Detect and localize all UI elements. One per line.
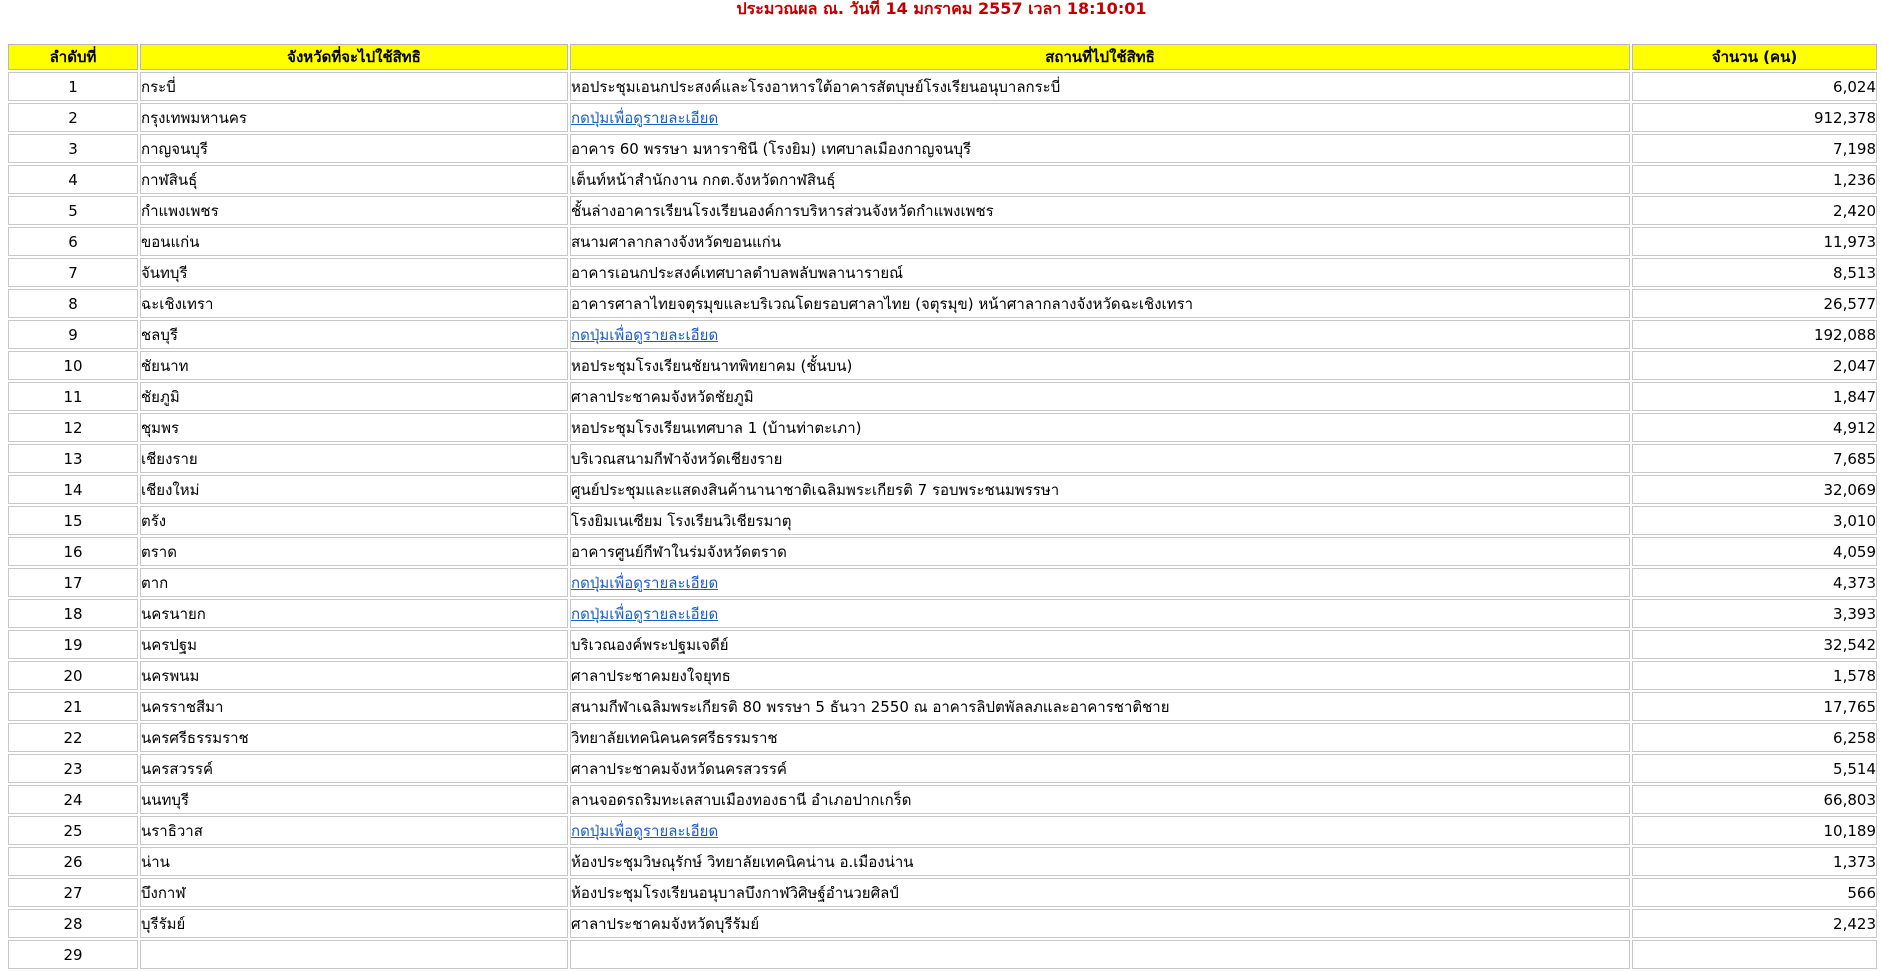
- row-order-no: 26: [8, 847, 138, 876]
- row-voting-place: หอประชุมโรงเรียนเทศบาล 1 (บ้านท่าตะเภา): [570, 413, 1630, 442]
- view-details-link[interactable]: กดปุ่มเพื่อดูรายละเอียด: [571, 573, 719, 592]
- row-voter-count: 5,514: [1632, 754, 1877, 783]
- row-province: [140, 940, 568, 969]
- results-table: [6, 42, 1879, 971]
- row-voter-count: 1,373: [1632, 847, 1877, 876]
- table-row: [8, 320, 1877, 349]
- table-row: [8, 692, 1877, 721]
- row-voting-place: ชั้นล่างอาคารเรียนโรงเรียนองค์การบริหารส่วนจังหวัดกำแพงเพชร: [570, 196, 1630, 225]
- table-row: [8, 537, 1877, 566]
- row-province: กาฬสินธุ์: [140, 165, 568, 194]
- row-province: นครปฐม: [140, 630, 568, 659]
- row-voting-place: ห้องประชุมโรงเรียนอนุบาลบึงกาฬวิศิษฐ์อำนวยศิลป์: [570, 878, 1630, 907]
- view-details-link[interactable]: กดปุ่มเพื่อดูรายละเอียด: [571, 821, 719, 840]
- row-voter-count: 1,847: [1632, 382, 1877, 411]
- table-row: [8, 630, 1877, 659]
- table-row: [8, 382, 1877, 411]
- table-row: [8, 351, 1877, 380]
- row-voter-count: 7,685: [1632, 444, 1877, 473]
- row-order-no: 13: [8, 444, 138, 473]
- row-voting-place: สนามกีฬาเฉลิมพระเกียรติ 80 พรรษา 5 ธันวา 2550 ณ อาคารลิปตพัลลภและอาคารชาติชาย: [570, 692, 1630, 721]
- row-voting-place: เต็นท์หน้าสำนักงาน กกต.จังหวัดกาฬสินธุ์: [570, 165, 1630, 194]
- row-voting-place: ศาลาประชาคมจังหวัดนครสวรรค์: [570, 754, 1630, 783]
- row-voter-count: 2,420: [1632, 196, 1877, 225]
- row-voting-place: โรงยิมเนเซียม โรงเรียนวิเชียรมาตุ: [570, 506, 1630, 535]
- row-province: กำแพงเพชร: [140, 196, 568, 225]
- row-province: ตาก: [140, 568, 568, 597]
- page-title: ประมวณผล ณ. วันที่ 14 มกราคม 2557 เวลา 18:10:01: [736, 0, 1147, 18]
- row-voter-count: 912,378: [1632, 103, 1877, 132]
- table-row: [8, 785, 1877, 814]
- table-row: [8, 413, 1877, 442]
- table-body: [8, 72, 1877, 969]
- row-voter-count: 566: [1632, 878, 1877, 907]
- table-row: [8, 568, 1877, 597]
- table-row: [8, 940, 1877, 969]
- row-province: ชุมพร: [140, 413, 568, 442]
- header-voting-place: สถานที่ไปใช้สิทธิ: [570, 44, 1630, 70]
- table-row: [8, 723, 1877, 752]
- row-order-no: 27: [8, 878, 138, 907]
- row-province: นครราชสีมา: [140, 692, 568, 721]
- table-row: [8, 227, 1877, 256]
- row-voter-count: 2,423: [1632, 909, 1877, 938]
- row-order-no: 3: [8, 134, 138, 163]
- row-voting-place: อาคารเอนกประสงค์เทศบาลตำบลพลับพลานารายณ์: [570, 258, 1630, 287]
- row-order-no: 18: [8, 599, 138, 628]
- table-row: [8, 816, 1877, 845]
- row-order-no: 21: [8, 692, 138, 721]
- table-row: [8, 196, 1877, 225]
- row-province: บุรีรัมย์: [140, 909, 568, 938]
- row-province: นครพนม: [140, 661, 568, 690]
- row-voting-place: ลานจอดรถริมทะเลสาบเมืองทองธานี อำเภอปากเกร็ด: [570, 785, 1630, 814]
- row-order-no: 25: [8, 816, 138, 845]
- table-row: [8, 909, 1877, 938]
- row-province: ตรัง: [140, 506, 568, 535]
- row-order-no: 29: [8, 940, 138, 969]
- row-voter-count: 6,024: [1632, 72, 1877, 101]
- table-row: [8, 599, 1877, 628]
- row-voter-count: 4,373: [1632, 568, 1877, 597]
- table-row: [8, 258, 1877, 287]
- row-voting-place: [570, 320, 1630, 349]
- row-voter-count: 66,803: [1632, 785, 1877, 814]
- table-row: [8, 103, 1877, 132]
- row-voting-place: ศาลาประชาคมยงใจยุทธ: [570, 661, 1630, 690]
- row-voter-count: 3,010: [1632, 506, 1877, 535]
- row-order-no: 2: [8, 103, 138, 132]
- row-voter-count: [1632, 940, 1877, 969]
- row-voting-place: อาคารศูนย์กีฬาในร่มจังหวัดตราด: [570, 537, 1630, 566]
- row-voting-place: [570, 940, 1630, 969]
- table-row: [8, 506, 1877, 535]
- row-province: น่าน: [140, 847, 568, 876]
- row-province: บึงกาฬ: [140, 878, 568, 907]
- table-header-row: [8, 44, 1877, 70]
- row-voter-count: 26,577: [1632, 289, 1877, 318]
- row-order-no: 16: [8, 537, 138, 566]
- row-voting-place: ห้องประชุมวิษณุรักษ์ วิทยาลัยเทคนิคน่าน อ.เมืองน่าน: [570, 847, 1630, 876]
- row-order-no: 17: [8, 568, 138, 597]
- row-order-no: 23: [8, 754, 138, 783]
- row-voting-place: ศูนย์ประชุมและแสดงสินค้านานาชาติเฉลิมพระเกียรติ 7 รอบพระชนมพรรษา: [570, 475, 1630, 504]
- row-order-no: 1: [8, 72, 138, 101]
- row-voter-count: 2,047: [1632, 351, 1877, 380]
- row-voting-place: ศาลาประชาคมจังหวัดบุรีรัมย์: [570, 909, 1630, 938]
- row-province: ตราด: [140, 537, 568, 566]
- row-voting-place: บริเวณองค์พระปฐมเจดีย์: [570, 630, 1630, 659]
- row-voter-count: 4,912: [1632, 413, 1877, 442]
- row-order-no: 11: [8, 382, 138, 411]
- table-row: [8, 165, 1877, 194]
- row-province: นนทบุรี: [140, 785, 568, 814]
- table-row: [8, 444, 1877, 473]
- row-voter-count: 192,088: [1632, 320, 1877, 349]
- row-province: จันทบุรี: [140, 258, 568, 287]
- row-voting-place: ศาลาประชาคมจังหวัดชัยภูมิ: [570, 382, 1630, 411]
- view-details-link[interactable]: กดปุ่มเพื่อดูรายละเอียด: [571, 325, 719, 344]
- row-province: กระบี่: [140, 72, 568, 101]
- row-voting-place: [570, 568, 1630, 597]
- row-voter-count: 32,542: [1632, 630, 1877, 659]
- row-order-no: 14: [8, 475, 138, 504]
- table-row: [8, 72, 1877, 101]
- view-details-link[interactable]: กดปุ่มเพื่อดูรายละเอียด: [571, 108, 719, 127]
- row-voting-place: หอประชุมโรงเรียนชัยนาทพิทยาคม (ชั้นบน): [570, 351, 1630, 380]
- row-voter-count: 3,393: [1632, 599, 1877, 628]
- row-voter-count: 1,236: [1632, 165, 1877, 194]
- row-province: ชัยนาท: [140, 351, 568, 380]
- row-voter-count: 17,765: [1632, 692, 1877, 721]
- row-voting-place: หอประชุมเอนกประสงค์และโรงอาหารใต้อาคารสัตบุษย์โรงเรียนอนุบาลกระบี่: [570, 72, 1630, 101]
- table-row: [8, 134, 1877, 163]
- header-order-no: ลำดับที่: [8, 44, 138, 70]
- row-province: ฉะเชิงเทรา: [140, 289, 568, 318]
- row-province: ขอนแก่น: [140, 227, 568, 256]
- row-voting-place: อาคาร 60 พรรษา มหาราชินี (โรงยิม) เทศบาลเมืองกาญจนบุรี: [570, 134, 1630, 163]
- table-row: [8, 754, 1877, 783]
- row-order-no: 9: [8, 320, 138, 349]
- row-voting-place: [570, 103, 1630, 132]
- row-order-no: 10: [8, 351, 138, 380]
- row-voting-place: [570, 599, 1630, 628]
- table-row: [8, 847, 1877, 876]
- row-province: กรุงเทพมหานคร: [140, 103, 568, 132]
- row-province: เชียงราย: [140, 444, 568, 473]
- row-voting-place: [570, 816, 1630, 845]
- row-voter-count: 4,059: [1632, 537, 1877, 566]
- row-voting-place: อาคารศาลาไทยจตุรมุขและบริเวณโดยรอบศาลาไทย (จตุรมุข) หน้าศาลากลางจังหวัดฉะเชิงเทรา: [570, 289, 1630, 318]
- row-province: เชียงใหม่: [140, 475, 568, 504]
- table-row: [8, 289, 1877, 318]
- row-province: กาญจนบุรี: [140, 134, 568, 163]
- row-order-no: 8: [8, 289, 138, 318]
- row-order-no: 6: [8, 227, 138, 256]
- header-voter-count: จำนวน (คน): [1632, 44, 1877, 70]
- header-province: จังหวัดที่จะไปใช้สิทธิ: [140, 44, 568, 70]
- row-voter-count: 10,189: [1632, 816, 1877, 845]
- row-voting-place: สนามศาลากลางจังหวัดขอนแก่น: [570, 227, 1630, 256]
- row-voter-count: 8,513: [1632, 258, 1877, 287]
- row-order-no: 28: [8, 909, 138, 938]
- row-province: นครสวรรค์: [140, 754, 568, 783]
- row-order-no: 5: [8, 196, 138, 225]
- row-voter-count: 7,198: [1632, 134, 1877, 163]
- row-voter-count: 32,069: [1632, 475, 1877, 504]
- row-order-no: 7: [8, 258, 138, 287]
- row-province: ชัยภูมิ: [140, 382, 568, 411]
- row-order-no: 22: [8, 723, 138, 752]
- row-province: นครนายก: [140, 599, 568, 628]
- row-order-no: 4: [8, 165, 138, 194]
- table-row: [8, 475, 1877, 504]
- row-province: นครศรีธรรมราช: [140, 723, 568, 752]
- row-order-no: 12: [8, 413, 138, 442]
- row-voting-place: วิทยาลัยเทคนิคนครศรีธรรมราช: [570, 723, 1630, 752]
- row-province: นราธิวาส: [140, 816, 568, 845]
- table-row: [8, 878, 1877, 907]
- row-voting-place: บริเวณสนามกีฬาจังหวัดเชียงราย: [570, 444, 1630, 473]
- row-order-no: 19: [8, 630, 138, 659]
- view-details-link[interactable]: กดปุ่มเพื่อดูรายละเอียด: [571, 604, 719, 623]
- row-voter-count: 11,973: [1632, 227, 1877, 256]
- row-order-no: 24: [8, 785, 138, 814]
- row-voter-count: 1,578: [1632, 661, 1877, 690]
- row-voter-count: 6,258: [1632, 723, 1877, 752]
- row-order-no: 20: [8, 661, 138, 690]
- table-row: [8, 661, 1877, 690]
- row-province: ชลบุรี: [140, 320, 568, 349]
- row-order-no: 15: [8, 506, 138, 535]
